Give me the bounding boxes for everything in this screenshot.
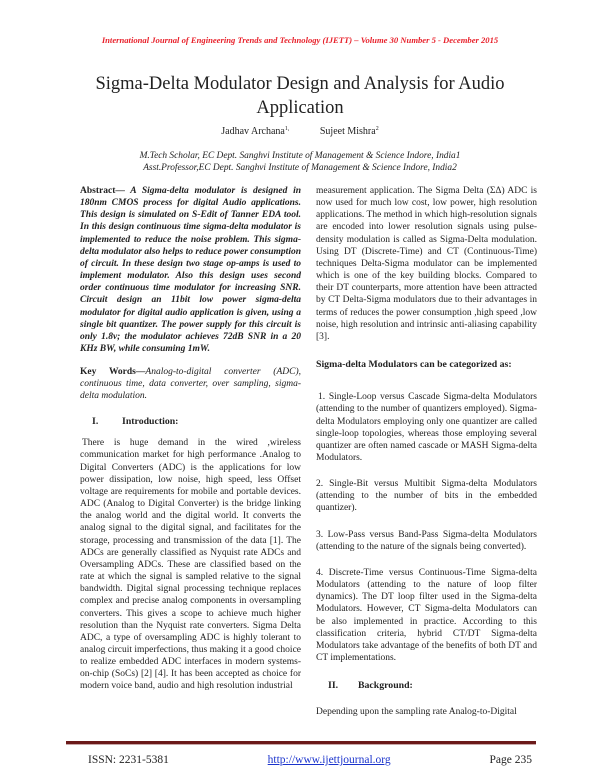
left-column <box>80 185 301 703</box>
categories-heading: Sigma-delta Modulators can be categorized as: <box>316 359 512 371</box>
author: Sujeet Mishra$^2$ <box>319 126 379 138</box>
affiliation: Asst.Professor,EC Dept. Sanghvi Institute of Management & Science Indore, India2 <box>143 163 457 173</box>
keywords: Key Words—Analog-to-digital converter (ADC), continuous time, data converter, over sampling, sigma-delta modulation. <box>80 366 302 401</box>
right-column <box>316 185 537 729</box>
section-heading: II. Background: <box>328 680 413 692</box>
category-item: 1. Single-Loop versus Cascade Sigma-delta Modulators (attending to the number of quantizers employed). Sigma-delta Modulators employing only one quantizer are called single-loop topologies, whereas those employing several quantizer are often named cascade or MASH Sigma-delta Modulators. <box>316 392 537 463</box>
abstract: Abstract— A Sigma-delta modulator is designed in 180nm CMOS process for digital Audio applications. This design is simulated on S-Edit of Tanner EDA tool. In this design continuous time sigma-delta modulator is implemented to reduce the noise problem. This sigma-delta modulator also helps to reduce power consumption of circuit. In these design two stage op-amps is used to implement modulator. Also this design uses second order continuous time modulator for increasing SNR. Circuit design an 11bit low power sigma-delta modulator for digital audio application is given, using a single bit quantizer. The power supply for this circuit is only 1.8v; the modulator achieves 72dB SNR in a 20 KHz BW, while consuming 1mW. <box>80 186 301 355</box>
section-heading: I. Introduction: <box>92 416 179 428</box>
category-item: 4. Discrete-Time versus Continuous-Time Sigma-delta Modulators (attending to the nature of loop filter dynamics). The DT loop filter used in the Sigma-delta Modulators. However, CT Sigma-delta Modulators can be also implemented in practice. According to this classification criteria, hybrid CT/DT Sigma-delta Modulators take advantage of the benefits of both DT and CT implementations. <box>316 567 537 663</box>
author: Jadhav Archana$^{1,}$ <box>221 126 290 138</box>
intro-paragraph: There is huge demand in the wired ,wireless communication market for high performance .Analog to Digital Converters (ADC) is the applications for low power dissipation, low noise, high speed, less Offset voltage are requirements for mobile and portable devices. ADC (Analog to Digital Converter) is the bridge linking the analog world and the digital world. It converts the analog signal to the digital signal, and facilitates for the storage, processing and transmission of the data [1]. The ADCs are generally classified as Nyquist rate ADCs and Oversampling ADCs. These are classified based on the rate at which the signal is sampled relative to the signal bandwidth. Digital signal processing technique replaces complex and precise analog components in oversampling converters. This gives a scope to achieve much higher resolution than the Nyquist rate converters. Sigma Delta ADC, a type of oversampling ADC is highly tolerant to analog circuit imperfections, thus making it a good choice to realize embedded ADC interfaces in modern systems-on-chip (SoCs) [2] [4]. It has been accepted as choice for modern voice band, audio and high resolution industrial <box>80 438 301 692</box>
background-paragraph: Depending upon the sampling rate Analog-to-Digital <box>316 707 517 718</box>
category-item: 3. Low-Pass versus Band-Pass Sigma-delta Modulators (attending to the nature of the signals being converted). <box>316 529 537 552</box>
journal-link[interactable]: http://www.ijettjournal.org <box>267 754 391 766</box>
affiliations <box>0 150 600 174</box>
footer-divider <box>66 741 536 745</box>
issn: ISSN: 2231-5381 <box>88 754 169 766</box>
affiliation: M.Tech Scholar, EC Dept. Sanghvi Institute of Management & Science Indore, India1 <box>139 151 461 161</box>
footer <box>88 754 532 766</box>
category-item: 2. Single-Bit versus Multibit Sigma-delta Modulators (attending to the number of bits in the embedded quantizer). <box>316 479 537 514</box>
intro-paragraph-cont: measurement application. The Sigma Delta (ΣΔ) ADC is now used for much low cost, low power, high resolution applications. The method in which high-resolution signals are encoded into lower resolution signals using pulse-density modulation is called as Sigma-Delta modulation. Using DT (Discrete-Time) and CT (Continuous-Time) techniques Delta-Sigma modulator can be implemented which is one of the key building blocks. Compared to their DT counterparts, more attention have been attracted by CT Delta-Sigma modulators due to their advantages in terms of reduces the power consumption ,high speed ,low noise, high resolution and intrinsic anti-aliasing capability [3]. <box>316 186 537 342</box>
page-number: Page 235 <box>489 754 532 766</box>
journal-header: International Journal of Engineering Trends and Technology (IJETT) – Volume 30 Number 5 - December 2015 <box>101 35 499 45</box>
paper-title: Sigma-Delta Modulator Design and Analysis for Audio Application <box>95 74 505 118</box>
authors <box>0 126 600 137</box>
